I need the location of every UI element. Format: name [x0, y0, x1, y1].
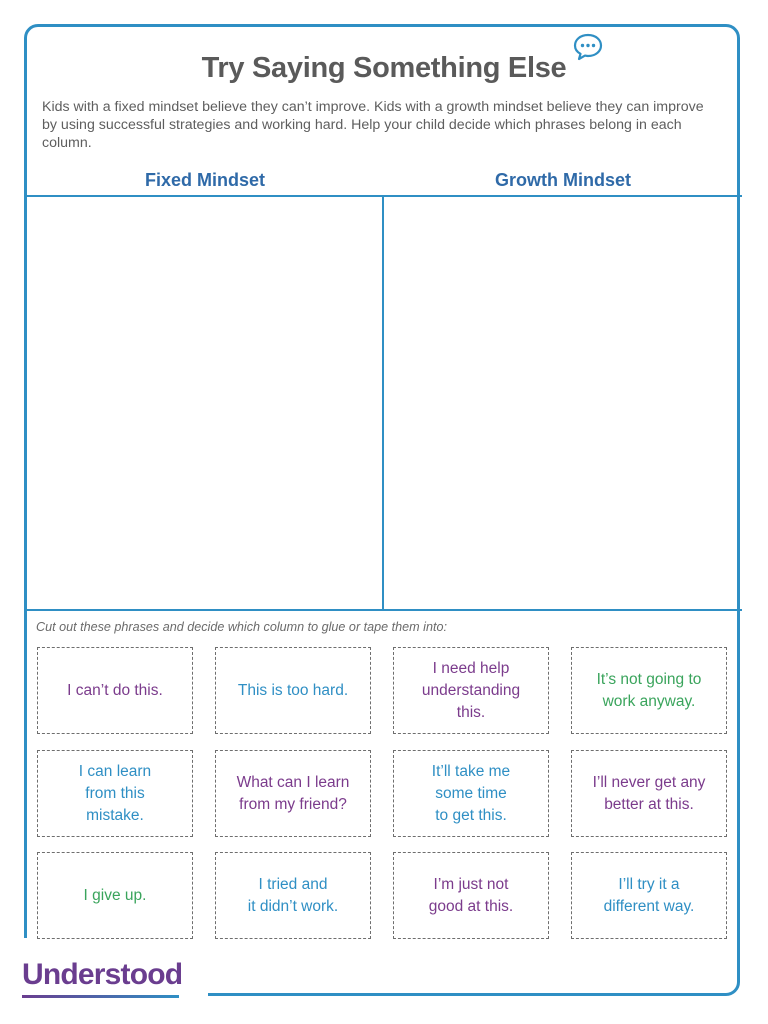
column-divider: [382, 196, 384, 611]
phrase-card[interactable]: This is too hard.: [215, 647, 371, 734]
columns-bottom-divider: [26, 609, 742, 611]
phrase-card[interactable]: I’ll never get any better at this.: [571, 750, 727, 837]
page-title-text: Try Saying Something Else: [201, 52, 567, 84]
logo-underline: [22, 995, 179, 998]
phrase-card[interactable]: I give up.: [37, 852, 193, 939]
understood-logo: Understood: [22, 958, 183, 991]
growth-mindset-column[interactable]: [386, 198, 740, 608]
page-title: [0, 52, 768, 85]
phrase-card[interactable]: I’ll try it a different way.: [571, 852, 727, 939]
phrase-card[interactable]: I tried and it didn’t work.: [215, 852, 371, 939]
phrase-card[interactable]: It’ll take me some time to get this.: [393, 750, 549, 837]
intro-text: Kids with a fixed mindset believe they can’t improve. Kids with a growth mindset believe they can improve by using successful strategies and working hard. Help your child decide which phrases belong in each column.: [42, 99, 704, 151]
phrase-card[interactable]: I can learn from this mistake.: [37, 750, 193, 837]
phrase-card[interactable]: It’s not going to work anyway.: [571, 647, 727, 734]
column-header-fixed: Fixed Mindset: [144, 170, 265, 190]
phrase-card[interactable]: What can I learn from my friend?: [215, 750, 371, 837]
fixed-mindset-column[interactable]: [28, 198, 380, 608]
header-divider: [26, 195, 742, 197]
chat-bubble-icon: [572, 32, 604, 62]
phrase-card[interactable]: I need help understanding this.: [393, 647, 549, 734]
cut-instructions: Cut out these phrases and decide which column to glue or tape them into:: [36, 620, 447, 634]
phrase-card[interactable]: I can’t do this.: [37, 647, 193, 734]
column-header-growth: Growth Mindset: [495, 170, 631, 190]
phrase-card[interactable]: I’m just not good at this.: [393, 852, 549, 939]
